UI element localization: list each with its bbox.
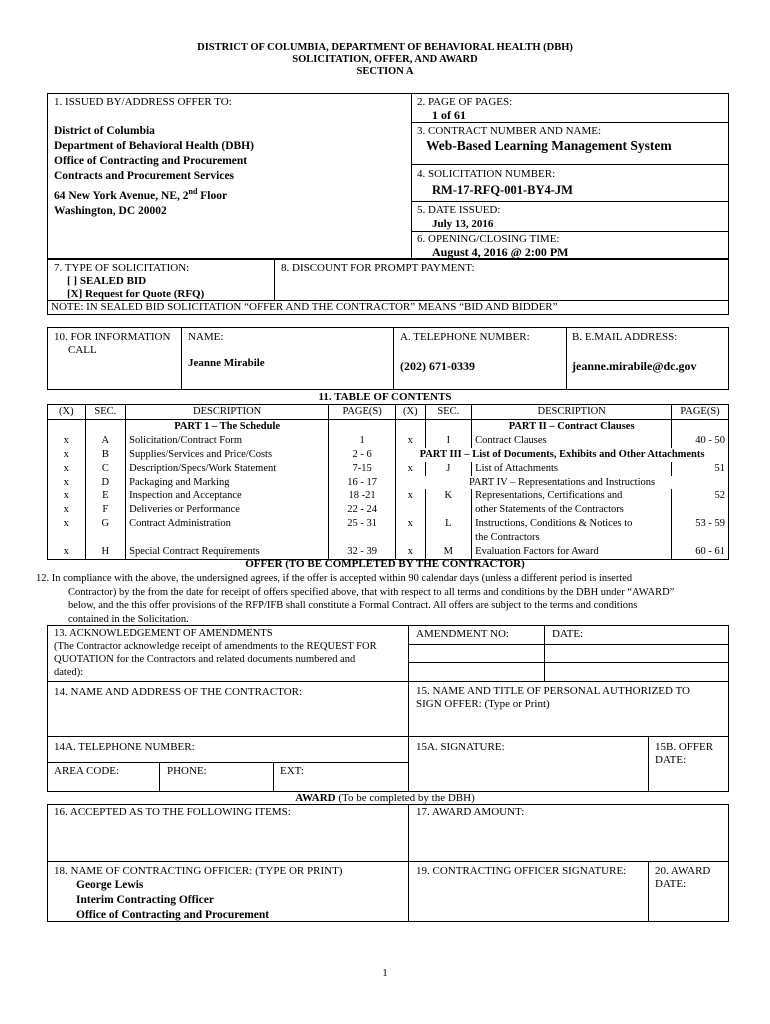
table-cell [329,419,396,433]
contact-name: Jeanne Mirabile [188,357,265,369]
table-cell: x [48,545,86,559]
table-cell: 52 [672,489,729,503]
box8-label: 8. DISCOUNT FOR PROMPT PAYMENT: [281,262,475,274]
table-cell: x [396,489,425,503]
table-cell: x [48,489,86,503]
table-cell: Deliveries or Performance [126,503,329,517]
table-cell: H [85,545,126,559]
table-cell: D [85,476,126,490]
box3-label: 3. CONTRACT NUMBER AND NAME: [417,125,602,137]
signature-field[interactable] [409,755,647,791]
table-cell: Contract Administration [126,517,329,531]
toc-title: 11. TABLE OF CONTENTS [318,391,452,403]
table-cell: other Statements of the Contractors [472,503,672,517]
table-cell: Contract Clauses [472,434,672,448]
table-cell: A [85,434,126,448]
table-cell: x [48,517,86,531]
table-row [48,462,729,476]
table-cell [672,503,729,517]
box7-label: 7. TYPE OF SOLICITATION: [54,262,190,274]
table-of-contents [47,404,729,560]
telephone-label: A. TELEPHONE NUMBER: [400,331,530,343]
divider [159,762,160,792]
table-cell: E [85,489,126,503]
issuer-line: Department of Behavioral Health (DBH) [54,140,254,152]
box2-label: 2. PAGE OF PAGES: [417,96,513,108]
closing-time: August 4, 2016 @ 2:00 PM [432,245,569,259]
table-cell: 18 -21 [329,489,396,503]
box14-label: 14. NAME AND ADDRESS OF THE CONTRACTOR: [54,686,303,698]
table-cell [425,531,472,545]
table-cell: G [85,517,126,531]
table-cell: Evaluation Factors for Award [472,545,672,559]
table-cell: 32 - 39 [329,545,396,559]
header-section: SECTION A [356,66,414,77]
offer-paragraph: 12. In compliance with the above, the undersigned agrees, if the offer is accepted within 90 calendar days (unless a different period is inserted Contractor) by the from the date for receipt of offers specified above, that with respect to all terms and conditions by the DBH under “AWARD” below, and the this offer provisions of the RFP/IFB shall constitute a Formal Contract. All offers are subject to the terms and conditions contained in the Solicitation. [36,573,675,625]
table-cell: B [85,448,126,462]
table-cell [672,419,729,433]
table-row [48,531,729,545]
part-heading: PART 1 – The Schedule [126,419,329,433]
table-cell: x [396,462,425,476]
box14a-label: 14A. TELEPHONE NUMBER: [54,741,195,753]
box17-label: 17. AWARD AMOUNT: [416,806,525,818]
divider [181,327,182,390]
table-row [48,419,729,433]
sealed-bid-note: NOTE: IN SEALED BID SOLICITATION “OFFER AND THE CONTRACTOR” MEANS “BID AND BIDDER” [51,301,558,313]
box15-label: 15. NAME AND TITLE OF PERSONAL AUTHORIZED TO SIGN OFFER: (Type or Print) [416,685,690,710]
divider [411,201,729,202]
box10-label-2: CALL [68,344,97,356]
table-cell: Representations, Certifications and [472,489,672,503]
contractor-address-field[interactable] [48,700,407,735]
part-heading: PART III – List of Documents, Exhibits and Other Attachments [396,448,729,462]
table-cell [396,419,425,433]
divider [274,259,275,301]
issuer-line: Office of Contracting and Procurement [54,155,248,167]
issuer-line: Contracts and Procurement Services [54,170,235,182]
table-cell: I [425,434,472,448]
toc-col-desc: DESCRIPTION [472,405,672,420]
table-cell: x [48,448,86,462]
box15b-label: 15B. OFFER DATE: [655,741,714,766]
table-cell: C [85,462,126,476]
contracting-officer [76,878,269,923]
phone-label: PHONE: [167,765,207,777]
table-cell [85,531,126,545]
offer-title: OFFER (TO BE COMPLETED BY THE CONTRACTOR) [245,558,525,570]
box16-label: 16. ACCEPTED AS TO THE FOLLOWING ITEMS: [54,806,291,818]
toc-col-desc: DESCRIPTION [126,405,329,420]
form-header [0,42,770,78]
toc-col-sec: SEC. [85,405,126,420]
table-cell: x [396,434,425,448]
table-cell: 7-15 [329,462,396,476]
table-cell: 25 - 31 [329,517,396,531]
table-cell [48,419,86,433]
box15a-label: 15A. SIGNATURE: [416,741,505,753]
amendment-no-field[interactable] [409,645,544,661]
toc-col-pages: PAGE(S) [672,405,729,420]
divider [648,736,649,792]
box5-label: 5. DATE ISSUED: [417,204,501,216]
table-cell: Instructions, Conditions & Notices to [472,517,672,531]
divider [273,762,274,792]
table-cell: M [425,545,472,559]
table-cell: 2 - 6 [329,448,396,462]
toc-header-row [48,405,729,420]
table-cell: L [425,517,472,531]
table-cell [85,419,126,433]
amendment-no-label: AMENDMENT NO: [416,628,509,640]
header-title: DISTRICT OF COLUMBIA, DEPARTMENT OF BEHAVIORAL HEALTH (DBH) [197,42,573,53]
table-cell: x [396,517,425,531]
contract-name: Web-Based Learning Management System [426,138,672,153]
table-cell: 40 - 50 [672,434,729,448]
officer-title: Interim Contracting Officer [76,894,214,906]
table-cell: K [425,489,472,503]
table-row [48,476,729,490]
table-cell [396,503,425,517]
header-subtitle: SOLICITATION, OFFER, AND AWARD [292,54,478,65]
table-cell [425,503,472,517]
table-cell: Packaging and Marking [126,476,329,490]
table-cell: 51 [672,462,729,476]
table-cell: Inspection and Acceptance [126,489,329,503]
table-cell: 53 - 59 [672,517,729,531]
table-cell: x [48,434,86,448]
table-cell: 22 - 24 [329,503,396,517]
table-cell [48,531,86,545]
box6-label: 6. OPENING/CLOSING TIME: [417,233,560,245]
part-heading: PART IV – Representations and Instructions [396,476,729,490]
table-cell [126,531,329,545]
divider [47,762,408,763]
divider [47,681,729,682]
divider [47,736,729,737]
box13-label: 13. ACKNOWLEDGEMENT OF AMENDMENTS (The Contractor acknowledge receipt of amendments to the REQUEST FOR QUOTATION for the Contractors and related documents numbered and dated): [54,628,377,678]
table-row [48,503,729,517]
divider [408,662,729,663]
divider [411,231,729,232]
issuer-city: Washington, DC 20002 [54,204,167,217]
divider [411,122,729,123]
authorized-person-field[interactable] [409,712,728,735]
divider [393,327,394,390]
table-cell [329,531,396,545]
toc-col-x: (X) [48,405,86,420]
contact-name-label: NAME: [188,331,224,343]
box20-label: 20. AWARD DATE: [655,865,711,890]
divider [411,164,729,165]
amendment-date-label: DATE: [552,628,584,640]
divider [648,861,649,922]
part-heading: PART II – Contract Clauses [472,419,672,433]
table-cell [425,419,472,433]
table-row [48,517,729,531]
telephone-number: (202) 671-0339 [400,359,475,373]
table-cell: x [48,462,86,476]
area-code-label: AREA CODE: [54,765,120,777]
toc-col-pages: PAGE(S) [329,405,396,420]
divider [47,861,729,862]
table-cell: x [48,503,86,517]
table-cell [672,531,729,545]
box18-label: 18. NAME OF CONTRACTING OFFICER: (TYPE OR PRINT) [54,865,343,877]
table-cell: x [396,545,425,559]
toc-col-sec: SEC. [425,405,472,420]
email-address[interactable]: jeanne.mirabile@dc.gov [572,359,697,373]
table-cell [396,531,425,545]
table-cell: 60 - 61 [672,545,729,559]
solicitation-number: RM-17-RFQ-001-BY4-JM [432,183,573,197]
page-number: 1 [382,967,388,979]
rfq-option: [X] Request for Quote (RFQ) [67,288,205,300]
issuer-street: 64 New York Avenue, NE, 2nd Floor [54,187,228,202]
table-row [48,448,729,462]
box1-label: 1. ISSUED BY/ADDRESS OFFER TO: [54,96,232,108]
toc-col-x: (X) [396,405,425,420]
issuer-address [54,124,254,219]
officer-office: Office of Contracting and Procurement [76,909,270,921]
date-issued: July 13, 2016 [432,218,494,230]
table-row [48,489,729,503]
box10-label: 10. FOR INFORMATION [54,331,171,343]
table-cell: Supplies/Services and Price/Costs [126,448,329,462]
table-cell: Special Contract Requirements [126,545,329,559]
table-cell: Description/Specs/Work Statement [126,462,329,476]
table-cell: List of Attachments [472,462,672,476]
box19-label: 19. CONTRACTING OFFICER SIGNATURE: [416,865,627,877]
officer-name: George Lewis [76,879,144,891]
divider [408,804,409,922]
ext-label: EXT: [280,765,304,777]
amendment-date-field[interactable] [545,645,728,661]
table-cell: 1 [329,434,396,448]
table-cell: Solicitation/Contract Form [126,434,329,448]
table-cell: F [85,503,126,517]
sealed-bid-option: [ ] SEALED BID [67,275,147,287]
table-row [48,434,729,448]
box4-label: 4. SOLICITATION NUMBER: [417,168,556,180]
email-label: B. E.MAIL ADDRESS: [572,331,678,343]
issuer-line: District of Columbia [54,125,155,137]
award-title: AWARD (To be completed by the DBH) [295,792,475,804]
page-count: 1 of 61 [432,108,466,122]
table-cell: the Contractors [472,531,672,545]
divider [411,93,412,259]
table-cell: x [48,476,86,490]
table-cell: J [425,462,472,476]
table-cell: 16 - 17 [329,476,396,490]
divider [566,327,567,390]
